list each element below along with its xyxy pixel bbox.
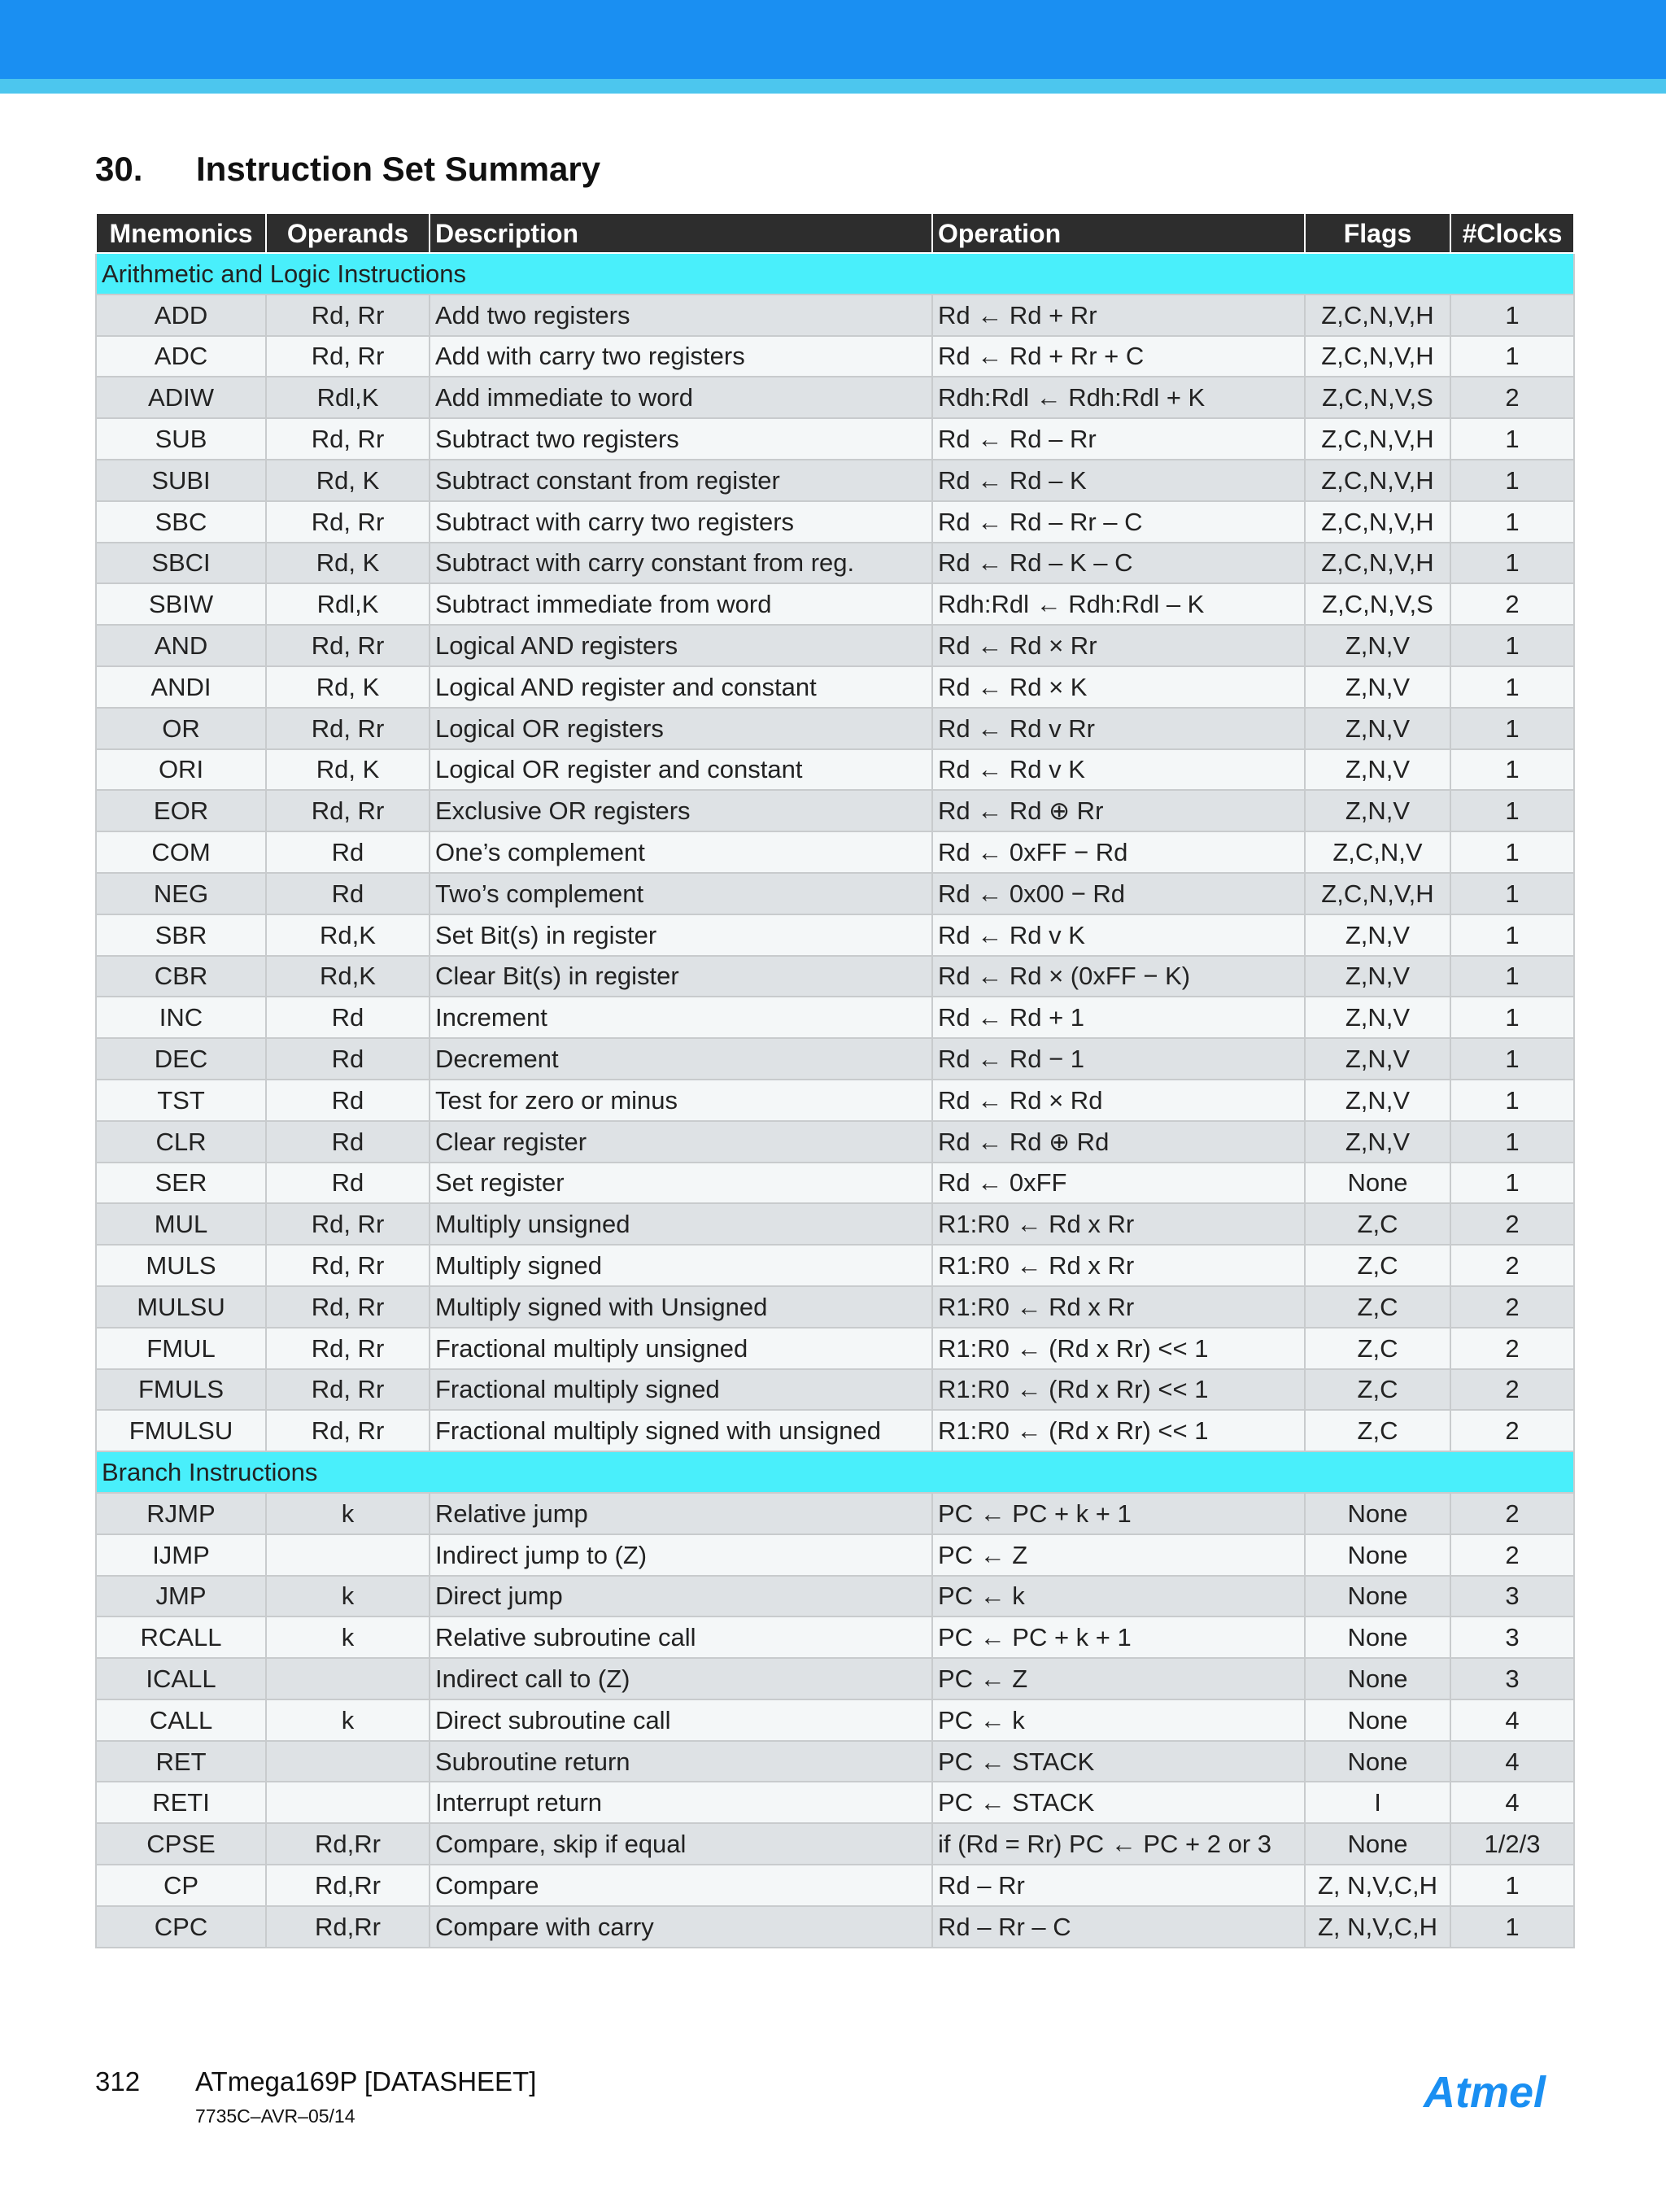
table-row (96, 997, 1574, 1038)
header-stripe (0, 79, 1666, 94)
operands-cell: Rd (266, 873, 430, 914)
table-row (96, 790, 1574, 831)
instruction-table (95, 212, 1575, 1948)
clocks-cell: 3 (1450, 1658, 1574, 1699)
description-cell: Subtract with carry constant from reg. (430, 543, 932, 584)
flags-cell: Z,C,N,V (1305, 831, 1450, 873)
operands-cell: Rd, Rr (266, 1203, 430, 1245)
flags-cell: None (1305, 1576, 1450, 1617)
operands-cell: k (266, 1616, 430, 1658)
clocks-cell: 1/2/3 (1450, 1823, 1574, 1865)
operands-cell: Rd, Rr (266, 1245, 430, 1286)
operands-cell: k (266, 1576, 430, 1617)
operation-cell: PC ← Z (932, 1658, 1305, 1699)
flags-cell: Z,C,N,V,S (1305, 583, 1450, 625)
clocks-cell: 1 (1450, 956, 1574, 997)
flags-cell: Z,C,N,V,H (1305, 873, 1450, 914)
operation-cell: Rd ← Rd – K (932, 460, 1305, 501)
description-cell: Set Bit(s) in register (430, 914, 932, 956)
clocks-cell: 1 (1450, 831, 1574, 873)
flags-cell: Z,N,V (1305, 749, 1450, 791)
clocks-cell: 2 (1450, 1328, 1574, 1369)
flags-cell: Z,N,V (1305, 914, 1450, 956)
section-heading (95, 150, 600, 189)
group-header-row (96, 253, 1574, 294)
description-cell: Logical AND registers (430, 625, 932, 666)
mnemonic-cell: OR (96, 708, 266, 749)
clocks-cell: 2 (1450, 1493, 1574, 1534)
table-row (96, 1906, 1574, 1948)
operands-cell: Rd (266, 997, 430, 1038)
table-row (96, 873, 1574, 914)
description-cell: Decrement (430, 1038, 932, 1080)
table-row (96, 1286, 1574, 1328)
table-row (96, 1328, 1574, 1369)
description-cell: Interrupt return (430, 1782, 932, 1823)
group-title: Branch Instructions (96, 1451, 1574, 1493)
mnemonic-cell: ICALL (96, 1658, 266, 1699)
clocks-cell: 1 (1450, 625, 1574, 666)
table-row (96, 1782, 1574, 1823)
flags-cell: Z, N,V,C,H (1305, 1865, 1450, 1906)
operands-cell: Rd,Rr (266, 1865, 430, 1906)
header-clocks: #Clocks (1450, 213, 1574, 253)
clocks-cell: 2 (1450, 1245, 1574, 1286)
table-row (96, 460, 1574, 501)
header-mnemonics: Mnemonics (96, 213, 266, 253)
table-row (96, 1203, 1574, 1245)
operation-cell: Rd ← Rd ⊕ Rd (932, 1121, 1305, 1163)
table-row (96, 418, 1574, 460)
operands-cell (266, 1782, 430, 1823)
operation-cell: PC ← k (932, 1576, 1305, 1617)
flags-cell: None (1305, 1616, 1450, 1658)
operands-cell (266, 1741, 430, 1782)
flags-cell: None (1305, 1493, 1450, 1534)
section-number: 30. (95, 150, 143, 188)
mnemonic-cell: NEG (96, 873, 266, 914)
flags-cell: Z,C (1305, 1369, 1450, 1411)
table-row (96, 1080, 1574, 1121)
description-cell: Two’s complement (430, 873, 932, 914)
operation-cell: Rd ← Rd + 1 (932, 997, 1305, 1038)
clocks-cell: 1 (1450, 914, 1574, 956)
operation-cell: Rd ← 0x00 − Rd (932, 873, 1305, 914)
description-cell: One’s complement (430, 831, 932, 873)
operation-cell: R1:R0 ← Rd x Rr (932, 1203, 1305, 1245)
flags-cell: Z,C,N,V,H (1305, 501, 1450, 543)
description-cell: Fractional multiply signed with unsigned (430, 1410, 932, 1451)
flags-cell: None (1305, 1823, 1450, 1865)
operation-cell: Rd ← Rd v K (932, 914, 1305, 956)
mnemonic-cell: SBR (96, 914, 266, 956)
clocks-cell: 1 (1450, 1906, 1574, 1948)
description-cell: Logical OR registers (430, 708, 932, 749)
table-row (96, 666, 1574, 708)
flags-cell: None (1305, 1741, 1450, 1782)
flags-cell: Z,N,V (1305, 625, 1450, 666)
mnemonic-cell: ADD (96, 294, 266, 336)
table-row (96, 294, 1574, 336)
header-operands: Operands (266, 213, 430, 253)
operation-cell: Rd ← Rd × (0xFF − K) (932, 956, 1305, 997)
operands-cell: Rd,Rr (266, 1906, 430, 1948)
operands-cell: k (266, 1699, 430, 1741)
description-cell: Test for zero or minus (430, 1080, 932, 1121)
clocks-cell: 2 (1450, 1286, 1574, 1328)
operation-cell: Rd ← Rd ⊕ Rr (932, 790, 1305, 831)
operands-cell: Rd, Rr (266, 708, 430, 749)
flags-cell: None (1305, 1658, 1450, 1699)
table-row (96, 708, 1574, 749)
description-cell: Compare with carry (430, 1906, 932, 1948)
operation-cell: R1:R0 ← Rd x Rr (932, 1286, 1305, 1328)
mnemonic-cell: ADIW (96, 377, 266, 418)
operation-cell: Rd ← 0xFF − Rd (932, 831, 1305, 873)
group-header-row (96, 1451, 1574, 1493)
operation-cell: Rdh:Rdl ← Rdh:Rdl + K (932, 377, 1305, 418)
document-code: 7735C–AVR–05/14 (195, 2105, 355, 2127)
operation-cell: Rd ← Rd v Rr (932, 708, 1305, 749)
operation-cell: R1:R0 ← (Rd x Rr) << 1 (932, 1328, 1305, 1369)
operands-cell: Rd,K (266, 956, 430, 997)
operands-cell: Rd, K (266, 543, 430, 584)
table-row (96, 1163, 1574, 1204)
mnemonic-cell: CBR (96, 956, 266, 997)
operands-cell: Rd, K (266, 666, 430, 708)
clocks-cell: 1 (1450, 708, 1574, 749)
description-cell: Subtract immediate from word (430, 583, 932, 625)
table-row (96, 1823, 1574, 1865)
mnemonic-cell: ORI (96, 749, 266, 791)
table-row (96, 1245, 1574, 1286)
clocks-cell: 2 (1450, 1203, 1574, 1245)
operation-cell: R1:R0 ← Rd x Rr (932, 1245, 1305, 1286)
operands-cell: Rdl,K (266, 583, 430, 625)
operation-cell: Rd ← Rd + Rr (932, 294, 1305, 336)
flags-cell: Z,N,V (1305, 956, 1450, 997)
mnemonic-cell: FMULS (96, 1369, 266, 1411)
clocks-cell: 1 (1450, 666, 1574, 708)
operation-cell: Rd ← Rd − 1 (932, 1038, 1305, 1080)
description-cell: Fractional multiply signed (430, 1369, 932, 1411)
description-cell: Direct subroutine call (430, 1699, 932, 1741)
description-cell: Subtract with carry two registers (430, 501, 932, 543)
flags-cell: None (1305, 1534, 1450, 1576)
clocks-cell: 3 (1450, 1576, 1574, 1617)
table-row (96, 625, 1574, 666)
flags-cell: Z,N,V (1305, 708, 1450, 749)
mnemonic-cell: EOR (96, 790, 266, 831)
mnemonic-cell: FMUL (96, 1328, 266, 1369)
flags-cell: Z,N,V (1305, 790, 1450, 831)
description-cell: Set register (430, 1163, 932, 1204)
mnemonic-cell: SER (96, 1163, 266, 1204)
table-row (96, 956, 1574, 997)
table-row (96, 1534, 1574, 1576)
clocks-cell: 4 (1450, 1782, 1574, 1823)
mnemonic-cell: MULSU (96, 1286, 266, 1328)
mnemonic-cell: DEC (96, 1038, 266, 1080)
operation-cell: Rd ← Rd × Rr (932, 625, 1305, 666)
clocks-cell: 1 (1450, 1080, 1574, 1121)
page-number: 312 (95, 2066, 141, 2096)
header-band (0, 0, 1666, 79)
operation-cell: Rd ← Rd × Rd (932, 1080, 1305, 1121)
operands-cell: Rd, Rr (266, 418, 430, 460)
operands-cell: Rd, Rr (266, 336, 430, 377)
clocks-cell: 4 (1450, 1699, 1574, 1741)
operands-cell: Rd, K (266, 460, 430, 501)
mnemonic-cell: RJMP (96, 1493, 266, 1534)
table-row (96, 1616, 1574, 1658)
description-cell: Add two registers (430, 294, 932, 336)
clocks-cell: 1 (1450, 418, 1574, 460)
flags-cell: I (1305, 1782, 1450, 1823)
operands-cell: Rd (266, 1163, 430, 1204)
operation-cell: Rd ← 0xFF (932, 1163, 1305, 1204)
table-row (96, 336, 1574, 377)
mnemonic-cell: CPC (96, 1906, 266, 1948)
operands-cell: Rd, Rr (266, 501, 430, 543)
flags-cell: Z,C,N,V,H (1305, 460, 1450, 501)
mnemonic-cell: SBIW (96, 583, 266, 625)
operands-cell: Rd (266, 831, 430, 873)
clocks-cell: 1 (1450, 1038, 1574, 1080)
clocks-cell: 2 (1450, 583, 1574, 625)
description-cell: Subtract constant from register (430, 460, 932, 501)
clocks-cell: 4 (1450, 1741, 1574, 1782)
operands-cell: Rd,K (266, 914, 430, 956)
description-cell: Direct jump (430, 1576, 932, 1617)
operands-cell: Rd, K (266, 749, 430, 791)
description-cell: Relative jump (430, 1493, 932, 1534)
flags-cell: Z,C (1305, 1286, 1450, 1328)
clocks-cell: 1 (1450, 749, 1574, 791)
flags-cell: Z,C (1305, 1328, 1450, 1369)
clocks-cell: 1 (1450, 294, 1574, 336)
operation-cell: PC ← PC + k + 1 (932, 1493, 1305, 1534)
flags-cell: Z,N,V (1305, 997, 1450, 1038)
operands-cell: Rd,Rr (266, 1823, 430, 1865)
description-cell: Subroutine return (430, 1741, 932, 1782)
description-cell: Exclusive OR registers (430, 790, 932, 831)
operation-cell: Rd ← Rd – K – C (932, 543, 1305, 584)
operands-cell: Rd (266, 1080, 430, 1121)
operands-cell (266, 1658, 430, 1699)
description-cell: Increment (430, 997, 932, 1038)
operation-cell: Rd ← Rd – Rr – C (932, 501, 1305, 543)
flags-cell: Z,C,N,V,H (1305, 543, 1450, 584)
table-row (96, 1493, 1574, 1534)
mnemonic-cell: RET (96, 1741, 266, 1782)
document-title: ATmega169P [DATASHEET] (195, 2066, 537, 2096)
table-row (96, 377, 1574, 418)
clocks-cell: 2 (1450, 1369, 1574, 1411)
flags-cell: Z,N,V (1305, 1080, 1450, 1121)
operands-cell: k (266, 1493, 430, 1534)
mnemonic-cell: CPSE (96, 1823, 266, 1865)
description-cell: Multiply unsigned (430, 1203, 932, 1245)
description-cell: Compare (430, 1865, 932, 1906)
table-row (96, 749, 1574, 791)
flags-cell: Z,N,V (1305, 1121, 1450, 1163)
mnemonic-cell: AND (96, 625, 266, 666)
table-header-row (96, 213, 1574, 253)
description-cell: Multiply signed (430, 1245, 932, 1286)
operands-cell: Rd, Rr (266, 790, 430, 831)
operands-cell: Rdl,K (266, 377, 430, 418)
flags-cell: Z,C,N,V,S (1305, 377, 1450, 418)
operation-cell: PC ← Z (932, 1534, 1305, 1576)
clocks-cell: 1 (1450, 1163, 1574, 1204)
mnemonic-cell: CALL (96, 1699, 266, 1741)
table-row (96, 1865, 1574, 1906)
description-cell: Logical OR register and constant (430, 749, 932, 791)
operands-cell (266, 1534, 430, 1576)
description-cell: Multiply signed with Unsigned (430, 1286, 932, 1328)
description-cell: Subtract two registers (430, 418, 932, 460)
operation-cell: R1:R0 ← (Rd x Rr) << 1 (932, 1410, 1305, 1451)
group-title: Arithmetic and Logic Instructions (96, 253, 1574, 294)
flags-cell: Z,C,N,V,H (1305, 294, 1450, 336)
mnemonic-cell: RCALL (96, 1616, 266, 1658)
operation-cell: Rd ← Rd + Rr + C (932, 336, 1305, 377)
mnemonic-cell: ANDI (96, 666, 266, 708)
clocks-cell: 1 (1450, 1121, 1574, 1163)
description-cell: Fractional multiply unsigned (430, 1328, 932, 1369)
clocks-cell: 1 (1450, 790, 1574, 831)
table-row (96, 1121, 1574, 1163)
table-row (96, 1369, 1574, 1411)
mnemonic-cell: CP (96, 1865, 266, 1906)
mnemonic-cell: FMULSU (96, 1410, 266, 1451)
table-row (96, 1658, 1574, 1699)
table-row (96, 1699, 1574, 1741)
flags-cell: Z,C (1305, 1203, 1450, 1245)
mnemonic-cell: ADC (96, 336, 266, 377)
table-row (96, 1576, 1574, 1617)
operation-cell: PC ← PC + k + 1 (932, 1616, 1305, 1658)
mnemonic-cell: CLR (96, 1121, 266, 1163)
mnemonic-cell: RETI (96, 1782, 266, 1823)
flags-cell: Z,C (1305, 1410, 1450, 1451)
atmel-logo-text: Atmel (1424, 2068, 1546, 2117)
description-cell: Clear Bit(s) in register (430, 956, 932, 997)
header-description: Description (430, 213, 932, 253)
operands-cell: Rd (266, 1121, 430, 1163)
clocks-cell: 1 (1450, 873, 1574, 914)
clocks-cell: 1 (1450, 1865, 1574, 1906)
operation-cell: PC ← STACK (932, 1782, 1305, 1823)
mnemonic-cell: IJMP (96, 1534, 266, 1576)
table-row (96, 1038, 1574, 1080)
table-row (96, 1410, 1574, 1451)
operation-cell: Rd ← Rd × K (932, 666, 1305, 708)
mnemonic-cell: TST (96, 1080, 266, 1121)
description-cell: Indirect call to (Z) (430, 1658, 932, 1699)
operation-cell: R1:R0 ← (Rd x Rr) << 1 (932, 1369, 1305, 1411)
operation-cell: PC ← STACK (932, 1741, 1305, 1782)
mnemonic-cell: INC (96, 997, 266, 1038)
operands-cell: Rd, Rr (266, 625, 430, 666)
table-row (96, 1741, 1574, 1782)
flags-cell: None (1305, 1163, 1450, 1204)
clocks-cell: 2 (1450, 1410, 1574, 1451)
table-row (96, 501, 1574, 543)
description-cell: Indirect jump to (Z) (430, 1534, 932, 1576)
mnemonic-cell: SBCI (96, 543, 266, 584)
clocks-cell: 2 (1450, 1534, 1574, 1576)
mnemonic-cell: SUBI (96, 460, 266, 501)
operands-cell: Rd, Rr (266, 1369, 430, 1411)
description-cell: Add immediate to word (430, 377, 932, 418)
mnemonic-cell: COM (96, 831, 266, 873)
description-cell: Relative subroutine call (430, 1616, 932, 1658)
operation-cell: Rd ← Rd v K (932, 749, 1305, 791)
flags-cell: Z, N,V,C,H (1305, 1906, 1450, 1948)
operation-cell: Rd – Rr – C (932, 1906, 1305, 1948)
table-row (96, 583, 1574, 625)
table-row (96, 831, 1574, 873)
clocks-cell: 1 (1450, 501, 1574, 543)
clocks-cell: 1 (1450, 336, 1574, 377)
mnemonic-cell: MUL (96, 1203, 266, 1245)
header-flags: Flags (1305, 213, 1450, 253)
flags-cell: Z,N,V (1305, 666, 1450, 708)
mnemonic-cell: SBC (96, 501, 266, 543)
operation-cell: if (Rd = Rr) PC ← PC + 2 or 3 (932, 1823, 1305, 1865)
operands-cell: Rd, Rr (266, 1328, 430, 1369)
operation-cell: Rd – Rr (932, 1865, 1305, 1906)
flags-cell: Z,C (1305, 1245, 1450, 1286)
flags-cell: Z,C,N,V,H (1305, 418, 1450, 460)
table-row (96, 543, 1574, 584)
mnemonic-cell: JMP (96, 1576, 266, 1617)
description-cell: Add with carry two registers (430, 336, 932, 377)
operands-cell: Rd (266, 1038, 430, 1080)
operands-cell: Rd, Rr (266, 1410, 430, 1451)
atmel-logo (1422, 2066, 1577, 2120)
table-row (96, 914, 1574, 956)
flags-cell: None (1305, 1699, 1450, 1741)
mnemonic-cell: SUB (96, 418, 266, 460)
operation-cell: PC ← k (932, 1699, 1305, 1741)
operation-cell: Rdh:Rdl ← Rdh:Rdl – K (932, 583, 1305, 625)
operation-cell: Rd ← Rd – Rr (932, 418, 1305, 460)
description-cell: Clear register (430, 1121, 932, 1163)
clocks-cell: 1 (1450, 543, 1574, 584)
section-title: Instruction Set Summary (196, 150, 601, 188)
clocks-cell: 3 (1450, 1616, 1574, 1658)
clocks-cell: 1 (1450, 460, 1574, 501)
header-operation: Operation (932, 213, 1305, 253)
clocks-cell: 2 (1450, 377, 1574, 418)
operands-cell: Rd, Rr (266, 294, 430, 336)
operands-cell: Rd, Rr (266, 1286, 430, 1328)
flags-cell: Z,N,V (1305, 1038, 1450, 1080)
clocks-cell: 1 (1450, 997, 1574, 1038)
table-body (96, 253, 1574, 1948)
description-cell: Logical AND register and constant (430, 666, 932, 708)
flags-cell: Z,C,N,V,H (1305, 336, 1450, 377)
mnemonic-cell: MULS (96, 1245, 266, 1286)
description-cell: Compare, skip if equal (430, 1823, 932, 1865)
